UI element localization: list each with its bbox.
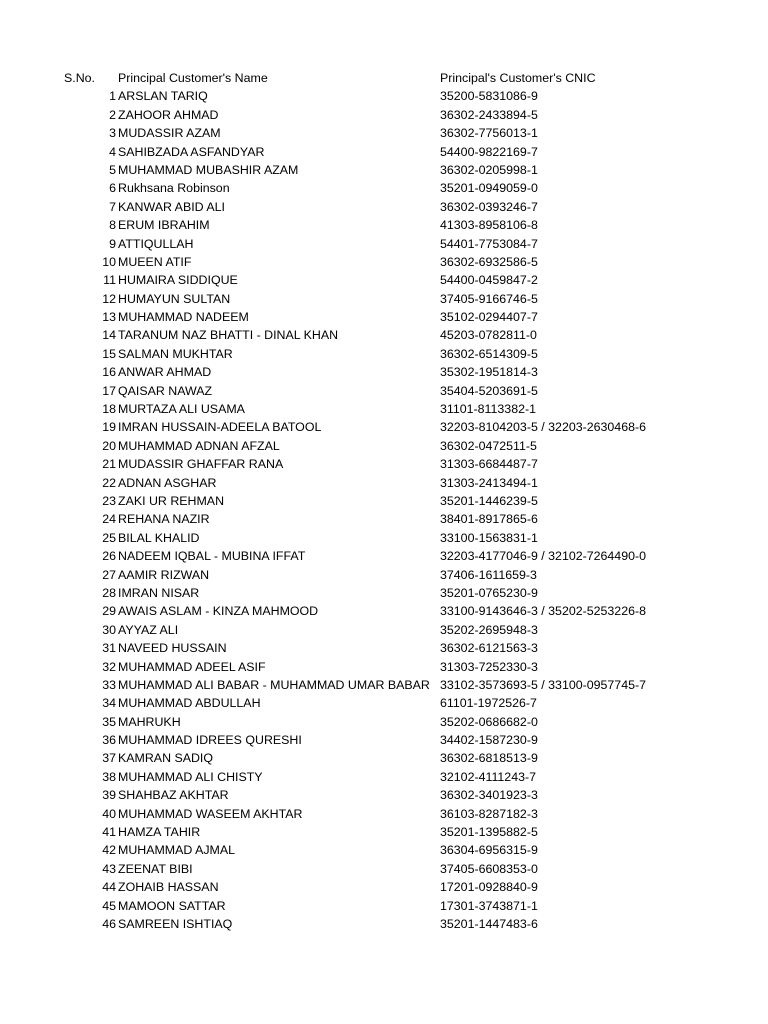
row-customer-name: ADNAN ASGHAR [118,475,217,490]
table-row [0,271,768,289]
row-serial-number: 31 [102,641,116,656]
table-row [0,566,768,584]
table-row [0,143,768,161]
header-sno: S.No. [64,71,95,85]
row-serial-number: 38 [102,769,116,784]
row-customer-name: REHANA NAZIR [118,512,210,527]
table-row [0,106,768,124]
table-row [0,878,768,896]
row-customer-cnic: 17301-3743871-1 [440,898,538,913]
table-row [0,584,768,602]
row-serial-number: 24 [102,512,116,527]
row-customer-cnic: 45203-0782811-0 [440,328,537,343]
row-customer-cnic: 36302-6514309-5 [440,346,538,361]
row-customer-cnic: 37405-9166746-5 [440,291,538,306]
table-row [0,529,768,547]
row-customer-name: HAMZA TAHIR [118,825,201,840]
row-customer-name: MAMOON SATTAR [118,898,226,913]
row-customer-name: ZAKI UR REHMAN [118,493,225,508]
row-customer-name: SAMREEN ISHTIAQ [118,916,233,931]
row-serial-number: 45 [102,898,116,913]
customer-table [0,69,768,933]
row-customer-cnic: 54401-7753084-7 [440,236,538,251]
row-customer-cnic: 41303-8958106-8 [440,218,538,233]
table-header [0,69,768,87]
row-customer-name: MAHRUKH [118,714,181,729]
table-row [0,897,768,915]
row-serial-number: 27 [102,567,116,582]
row-customer-cnic: 31303-6684487-7 [440,457,538,472]
table-row [0,621,768,639]
table-row [0,639,768,657]
table-row [0,235,768,253]
row-serial-number: 13 [102,310,116,325]
table-row [0,510,768,528]
table-row [0,547,768,565]
row-serial-number: 22 [102,475,116,490]
table-row [0,694,768,712]
row-serial-number: 18 [102,402,116,417]
row-serial-number: 30 [102,622,116,637]
row-customer-cnic: 35202-2695948-3 [440,622,538,637]
row-customer-cnic: 34402-1587230-9 [440,733,538,748]
table-row [0,198,768,216]
row-serial-number: 46 [102,916,116,931]
row-serial-number: 14 [102,328,116,343]
row-customer-name: QAISAR NAWAZ [118,383,213,398]
table-row [0,915,768,933]
row-customer-name: HUMAIRA SIDDIQUE [118,273,238,288]
row-customer-cnic: 32102-4111243-7 [440,769,536,784]
row-customer-cnic: 32203-8104203-5 / 32203-2630468-6 [440,420,647,435]
row-serial-number: 41 [102,825,116,840]
table-row [0,658,768,676]
row-serial-number: 36 [102,733,116,748]
row-customer-cnic: 35201-1447483-6 [440,916,538,931]
row-customer-name: ATTIQULLAH [118,236,194,251]
row-serial-number: 6 [109,181,116,196]
row-serial-number: 29 [102,604,116,619]
row-serial-number: 33 [102,677,116,692]
row-customer-name: MUHAMMAD ALI BABAR - MUHAMMAD UMAR BABAR [118,677,430,692]
table-row [0,253,768,271]
table-row [0,768,768,786]
table-row [0,161,768,179]
row-customer-name: ZEENAT BIBI [118,861,193,876]
row-customer-name: MUHAMMAD AJMAL [118,843,236,858]
table-row [0,492,768,510]
row-customer-cnic: 33100-9143646-3 / 35202-5253226-8 [440,604,647,619]
table-row [0,823,768,841]
row-customer-name: IMRAN HUSSAIN-ADEELA BATOOL [118,420,322,435]
row-customer-cnic: 36304-6956315-9 [440,843,538,858]
row-customer-name: SALMAN MUKHTAR [118,346,233,361]
row-customer-cnic: 37406-1611659-3 [440,567,537,582]
row-customer-cnic: 31303-7252330-3 [440,659,538,674]
row-customer-name: MURTAZA ALI USAMA [118,402,245,417]
row-customer-cnic: 61101-1972526-7 [440,696,537,711]
table-row [0,731,768,749]
row-serial-number: 15 [102,346,116,361]
row-serial-number: 11 [103,273,116,288]
row-customer-name: MUDASSIR AZAM [118,126,221,141]
row-customer-name: MUHAMMAD MUBASHIR AZAM [118,162,299,177]
row-serial-number: 39 [102,788,116,803]
row-serial-number: 9 [109,236,116,251]
row-customer-cnic: 17201-0928840-9 [440,880,538,895]
table-row [0,400,768,418]
row-customer-name: HUMAYUN SULTAN [118,291,231,306]
table-row [0,179,768,197]
row-customer-cnic: 38401-8917865-6 [440,512,538,527]
table-row [0,841,768,859]
row-customer-cnic: 35404-5203691-5 [440,383,538,398]
row-customer-name: BILAL KHALID [118,530,200,545]
row-serial-number: 26 [102,549,116,564]
row-serial-number: 44 [102,880,116,895]
table-row [0,860,768,878]
row-customer-name: ZOHAIB HASSAN [118,880,219,895]
table-row [0,713,768,731]
table-row [0,749,768,767]
table-row [0,805,768,823]
row-customer-name: KAMRAN SADIQ [118,751,214,766]
row-customer-name: MUEEN ATIF [118,254,192,269]
table-row [0,437,768,455]
row-customer-cnic: 35202-0686682-0 [440,714,538,729]
table-row [0,418,768,436]
row-serial-number: 3 [109,126,116,141]
row-customer-cnic: 35201-0949059-0 [440,181,538,196]
row-serial-number: 28 [102,585,116,600]
row-customer-cnic: 36302-0205998-1 [440,162,538,177]
header-cnic: Principal's Customer's CNIC [440,71,596,85]
row-customer-name: ERUM IBRAHIM [118,218,210,233]
table-row [0,676,768,694]
row-customer-cnic: 35201-1395882-5 [440,825,538,840]
header-name: Principal Customer's Name [118,71,268,85]
row-serial-number: 32 [102,659,116,674]
row-serial-number: 34 [102,696,116,711]
row-serial-number: 42 [102,843,116,858]
row-serial-number: 21 [102,457,116,472]
row-customer-name: MUDASSIR GHAFFAR RANA [118,457,284,472]
row-serial-number: 12 [102,291,116,306]
row-customer-name: MUHAMMAD ADNAN AFZAL [118,438,280,453]
row-serial-number: 2 [109,107,116,122]
row-serial-number: 5 [109,162,116,177]
row-customer-cnic: 36302-6818513-9 [440,751,538,766]
row-serial-number: 19 [102,420,116,435]
row-customer-cnic: 36302-3401923-3 [440,788,538,803]
row-customer-cnic: 36302-0393246-7 [440,199,538,214]
table-row [0,124,768,142]
row-customer-name: MUHAMMAD ADEEL ASIF [118,659,266,674]
row-customer-name: AWAIS ASLAM - KINZA MAHMOOD [118,604,319,619]
row-customer-cnic: 35302-1951814-3 [440,365,538,380]
row-customer-name: AYYAZ ALI [118,622,179,637]
row-customer-name: NAVEED HUSSAIN [118,641,227,656]
row-customer-name: TARANUM NAZ BHATTI - DINAL KHAN [118,328,339,343]
row-customer-cnic: 33100-1563831-1 [440,530,538,545]
row-serial-number: 20 [102,438,116,453]
row-customer-name: ZAHOOR AHMAD [118,107,219,122]
row-customer-cnic: 35200-5831086-9 [440,89,538,104]
row-customer-name: MUHAMMAD WASEEM AKHTAR [118,806,303,821]
row-customer-cnic: 32203-4177046-9 / 32102-7264490-0 [440,549,647,564]
table-row [0,455,768,473]
row-customer-cnic: 36302-2433894-5 [440,107,538,122]
row-customer-name: NADEEM IQBAL - MUBINA IFFAT [118,549,306,564]
table-row [0,474,768,492]
row-customer-cnic: 36302-7756013-1 [440,126,538,141]
table-row [0,216,768,234]
table-row [0,326,768,344]
row-customer-cnic: 31101-8113382-1 [440,402,536,417]
row-serial-number: 8 [109,218,116,233]
row-customer-cnic: 36302-6121563-3 [440,641,538,656]
row-serial-number: 1 [109,89,116,104]
row-customer-cnic: 36103-8287182-3 [440,806,538,821]
row-customer-cnic: 35102-0294407-7 [440,310,538,325]
table-row [0,382,768,400]
row-serial-number: 35 [102,714,116,729]
row-serial-number: 43 [102,861,116,876]
row-customer-name: AAMIR RIZWAN [118,567,210,582]
row-customer-cnic: 37405-6608353-0 [440,861,538,876]
row-customer-cnic: 36302-0472511-5 [440,438,537,453]
table-row [0,87,768,105]
row-serial-number: 23 [102,493,116,508]
row-customer-cnic: 33102-3573693-5 / 33100-0957745-7 [440,677,647,692]
row-customer-name: SHAHBAZ AKHTAR [118,788,229,803]
table-row [0,290,768,308]
row-customer-name: MUHAMMAD NADEEM [118,310,249,325]
row-serial-number: 17 [102,383,116,398]
row-serial-number: 16 [102,365,116,380]
row-customer-name: ARSLAN TARIQ [118,89,208,104]
row-serial-number: 37 [102,751,116,766]
row-customer-cnic: 31303-2413494-1 [440,475,538,490]
row-customer-name: MUHAMMAD ABDULLAH [118,696,261,711]
row-serial-number: 10 [102,254,116,269]
row-customer-name: MUHAMMAD ALI CHISTY [118,769,263,784]
row-customer-cnic: 35201-0765230-9 [440,585,538,600]
row-customer-name: MUHAMMAD IDREES QURESHI [118,733,302,748]
row-serial-number: 4 [109,144,116,159]
table-body [0,87,768,933]
row-customer-cnic: 35201-1446239-5 [440,493,538,508]
row-customer-name: SAHIBZADA ASFANDYAR [118,144,265,159]
table-row [0,308,768,326]
row-customer-cnic: 54400-0459847-2 [440,273,538,288]
row-customer-name: Rukhsana Robinson [118,181,230,196]
table-row [0,602,768,620]
table-row [0,363,768,381]
table-row [0,345,768,363]
table-row [0,786,768,804]
row-customer-name: ANWAR AHMAD [118,365,212,380]
row-customer-name: KANWAR ABID ALI [118,199,225,214]
row-serial-number: 25 [102,530,116,545]
row-customer-cnic: 36302-6932586-5 [440,254,538,269]
row-serial-number: 7 [109,199,116,214]
row-customer-name: IMRAN NISAR [118,585,200,600]
row-customer-cnic: 54400-9822169-7 [440,144,538,159]
row-serial-number: 40 [102,806,116,821]
